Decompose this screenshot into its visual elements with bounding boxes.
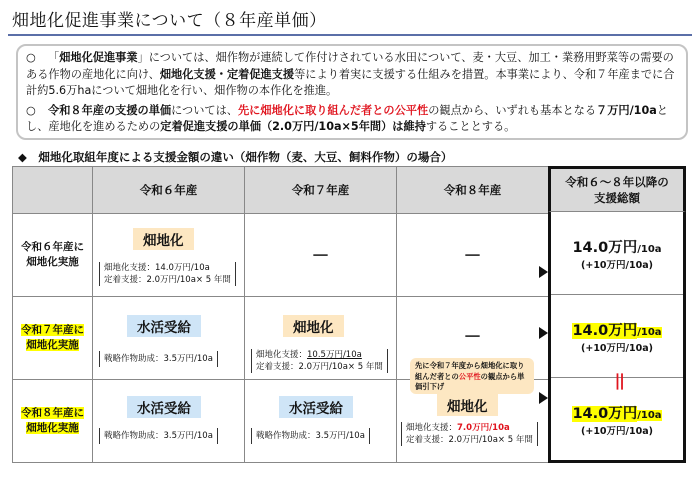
total-unit: /10a <box>637 410 662 421</box>
total-header-line2: 支援総額 <box>594 191 640 205</box>
row-label-line1: 令和６年産に <box>21 241 84 253</box>
arrow-right-icon <box>539 392 548 404</box>
total-amount: 14.0万円 <box>572 406 638 422</box>
title-bar <box>0 0 700 38</box>
cell-r7-y6 <box>93 297 245 380</box>
note-line1 <box>256 349 383 361</box>
header-r6: 令和６年産 <box>93 167 245 214</box>
cell-r6-y6 <box>93 214 245 297</box>
note-label: 畑地化支援： <box>406 423 458 433</box>
p1-support-types: 畑地化支援・定着促進支援 <box>159 67 295 81</box>
row-label-line2: 畑地化実施 <box>26 422 79 434</box>
support-note <box>251 349 388 373</box>
cell-r7-y7 <box>245 297 397 380</box>
note-amount: 10.5万円/10a <box>307 350 362 360</box>
total-header <box>548 166 686 212</box>
section-heading: ◆ 畑地化取組年度による支援金額の違い（畑作物（麦、大豆、飼料作物）の場合） <box>18 150 453 164</box>
p2-maintained-rate: 定着促進支援の単価（2.0万円/10a×5年間）は維持 <box>160 120 426 133</box>
summary-paragraph-1 <box>26 50 678 100</box>
price-reduction-callout <box>410 358 534 394</box>
total-r6 <box>551 212 683 295</box>
callout-text-1: 先に令和７年度から畑地化に取り組んだ者との <box>415 361 525 381</box>
support-note: 戦略作物助成：3.5万円/10a <box>251 428 370 444</box>
total-body <box>548 212 686 463</box>
row-label-line1: 令和８年産に <box>21 407 84 419</box>
row-label-r8 <box>13 380 93 463</box>
arrow-right-icon <box>539 266 548 278</box>
row-label-r6 <box>13 214 93 297</box>
note-line1: 畑地化支援：14.0万円/10a <box>104 263 210 273</box>
p2-text-4: の観点から、いずれも基本となる <box>428 103 597 117</box>
callout-text-3: の観点から単価引下げ <box>415 371 525 391</box>
cell-r7-y8-dash: － <box>397 297 549 380</box>
total-amount: 14.0万円 <box>572 323 638 339</box>
p2-fairness-emphasis: 先に畑地化に取り組んだ者との公平性 <box>237 103 429 117</box>
total-column <box>548 166 686 463</box>
bullet-circle-icon: ○ <box>26 103 36 117</box>
crop-tag: 水活受給 <box>279 396 353 418</box>
note-line2: 定着支援：2.0万円/10a× 5 年間 <box>406 435 533 445</box>
note-line2: 定着支援：2.0万円/10a× 5 年間 <box>104 275 231 285</box>
note-label: 畑地化支援： <box>256 350 308 360</box>
support-note <box>401 422 538 446</box>
note-line1 <box>406 422 533 434</box>
cell-r6-y8-dash: － <box>397 214 549 297</box>
crop-tag: 水活受給 <box>127 315 201 337</box>
support-note <box>99 262 236 286</box>
header-r8: 令和８年産 <box>397 167 549 214</box>
crop-tag: 畑地化 <box>283 315 344 337</box>
p2-text-8: することとする。 <box>425 120 516 133</box>
corner-cell <box>13 167 93 214</box>
header-r7: 令和７年産 <box>245 167 397 214</box>
p1-program-name: 畑地化促進事業 <box>59 51 138 64</box>
total-sub: (+10万円/10a) <box>581 260 653 271</box>
total-sub: (+10万円/10a) <box>581 343 653 354</box>
total-header-line1: 令和６～８年以降の <box>565 175 669 189</box>
crop-tag: 畑地化 <box>133 228 194 250</box>
cell-r6-y7-dash: － <box>245 214 397 297</box>
page-title: 畑地化促進事業について（８年産単価） <box>12 11 327 31</box>
bullet-circle-icon: ○ <box>26 51 36 64</box>
support-note: 戦略作物助成：3.5万円/10a <box>99 351 218 367</box>
note-amount-reduced: 7.0万円/10a <box>457 423 510 433</box>
summary-box <box>16 44 688 140</box>
row-label-line2: 畑地化実施 <box>26 256 79 268</box>
callout-fairness: 公平性 <box>458 371 481 381</box>
callout-tail <box>466 394 478 401</box>
p1-text-1: 「 <box>48 51 60 64</box>
crop-tag: 畑地化 <box>437 394 498 416</box>
support-note: 戦略作物助成：3.5万円/10a <box>99 428 218 444</box>
total-r7 <box>551 295 683 378</box>
p1-text-3: 」については、畑作物が連続して作付けされている水田について、麦・大豆、加工・業務用野菜等の需要のある作物の産地化に向け、 <box>26 51 674 81</box>
summary-paragraph-2 <box>26 103 678 136</box>
arrow-right-icon <box>539 327 548 339</box>
row-label-line2: 畑地化実施 <box>26 339 79 351</box>
crop-tag: 水活受給 <box>127 396 201 418</box>
row-label-line1: 令和７年産に <box>21 324 84 336</box>
p2-text-6: とし、産地化を進めるための <box>26 103 668 133</box>
cell-r8-y6 <box>93 380 245 463</box>
p2-base-rate: ７万円/10a <box>596 103 657 117</box>
p2-text-1: 令和８年産の支援の単価 <box>48 103 172 117</box>
cell-r8-y7 <box>245 380 397 463</box>
p2-text-2: については、 <box>171 103 238 117</box>
title-rule <box>8 34 692 36</box>
support-amount-table <box>12 166 549 463</box>
total-amount: 14.0万円 <box>572 240 638 256</box>
total-unit: /10a <box>637 244 662 255</box>
note-line2: 定着支援：2.0万円/10a× 5 年間 <box>256 362 383 372</box>
row-label-r7 <box>13 297 93 380</box>
total-unit: /10a <box>637 327 662 338</box>
equal-sign-icon: ＝ <box>605 370 631 393</box>
total-sub: (+10万円/10a) <box>581 426 653 437</box>
p1-text-5: 等により着実に支援する仕組みを措置。本事業により、令和７年産までに合計約5.6万haについて畑地化を行い、畑作物の本作化を推進。 <box>26 67 675 97</box>
